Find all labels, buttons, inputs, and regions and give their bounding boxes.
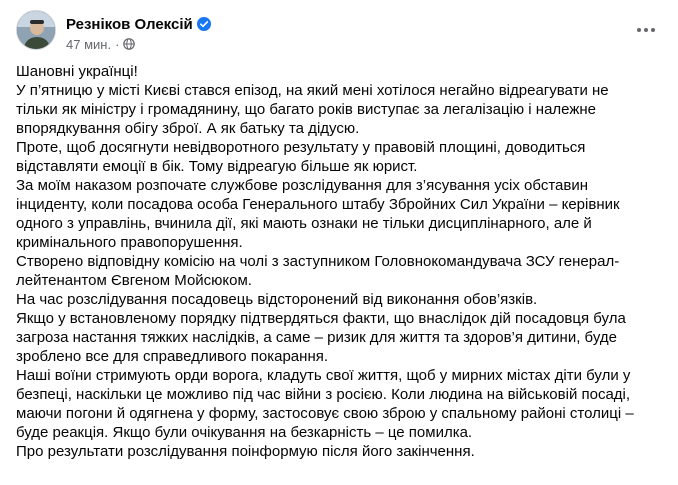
avatar-photo-icon: [17, 11, 56, 50]
post-paragraph: На час розслідування посадовець відсторонений від виконання обов’язків.: [16, 291, 538, 308]
post-paragraph: Шановні українці!: [16, 63, 138, 80]
post-meta: [66, 36, 135, 52]
post-timestamp[interactable]: 47 мин.: [66, 36, 112, 52]
post-text: [16, 62, 668, 461]
post-paragraph: У п’ятницю у місті Києві стався епізод, на який мені хотілося негайно відреагувати не тільки як міністру і громадянину, що багато років виступає за легалізацію і належне впорядкування обігу зброї. А як батьку та дідусю.: [16, 82, 609, 137]
post-paragraph: Створено відповідну комісію на чолі з заступником Головнокомандувача ЗСУ генерал- лейтенантом Євгеном Мойсюком.: [16, 253, 620, 289]
author-row: [66, 14, 211, 34]
post-paragraph: Якщо у встановленому порядку підтвердяться факти, що внаслідок дій посадовця була загроза настання тяжких наслідків, а саме – ризик для життя та здоров’я дитини, буде зроблено все для справедливого покарання.: [16, 310, 626, 365]
post-paragraph: За моїм наказом розпочате службове розслідування для з’ясування усіх обставин інциденту, коли посадова особа Генерального штабу Збройних Сил України – керівник одного з управлінь, вчинила дії, які мають ознаки не тільки дисциплінарного, але й кримінального правопорушення.: [16, 177, 620, 251]
globe-icon[interactable]: [123, 38, 135, 50]
post-paragraph: Проте, щоб досягнути невідворотного результату у правовій площині, доводиться відставляти емоції в бік. Тому відреагую більше як юрист.: [16, 139, 586, 175]
meta-separator: ·: [115, 36, 120, 52]
post-header: [16, 10, 662, 54]
post-paragraph: Наші воїни стримують орди ворога, кладуть свої життя, щоб у мирних містах діти були у безпеці, наскільки це можливо під час війни з росією. Коли людина на військовій посаді, маючи погони й одягнена у форму, застосовує свою зброю у спальному районі столиці – буде реакція. Якщо були очікування на безкарність – це помилка.: [16, 367, 634, 441]
author-name[interactable]: Резніков Олексій: [66, 15, 193, 33]
post-paragraph: Про результати розслідування поінформую після його закінчення.: [16, 443, 475, 460]
verified-badge-icon: [197, 17, 211, 31]
more-options-icon[interactable]: [630, 18, 662, 42]
author-avatar[interactable]: [16, 10, 56, 50]
